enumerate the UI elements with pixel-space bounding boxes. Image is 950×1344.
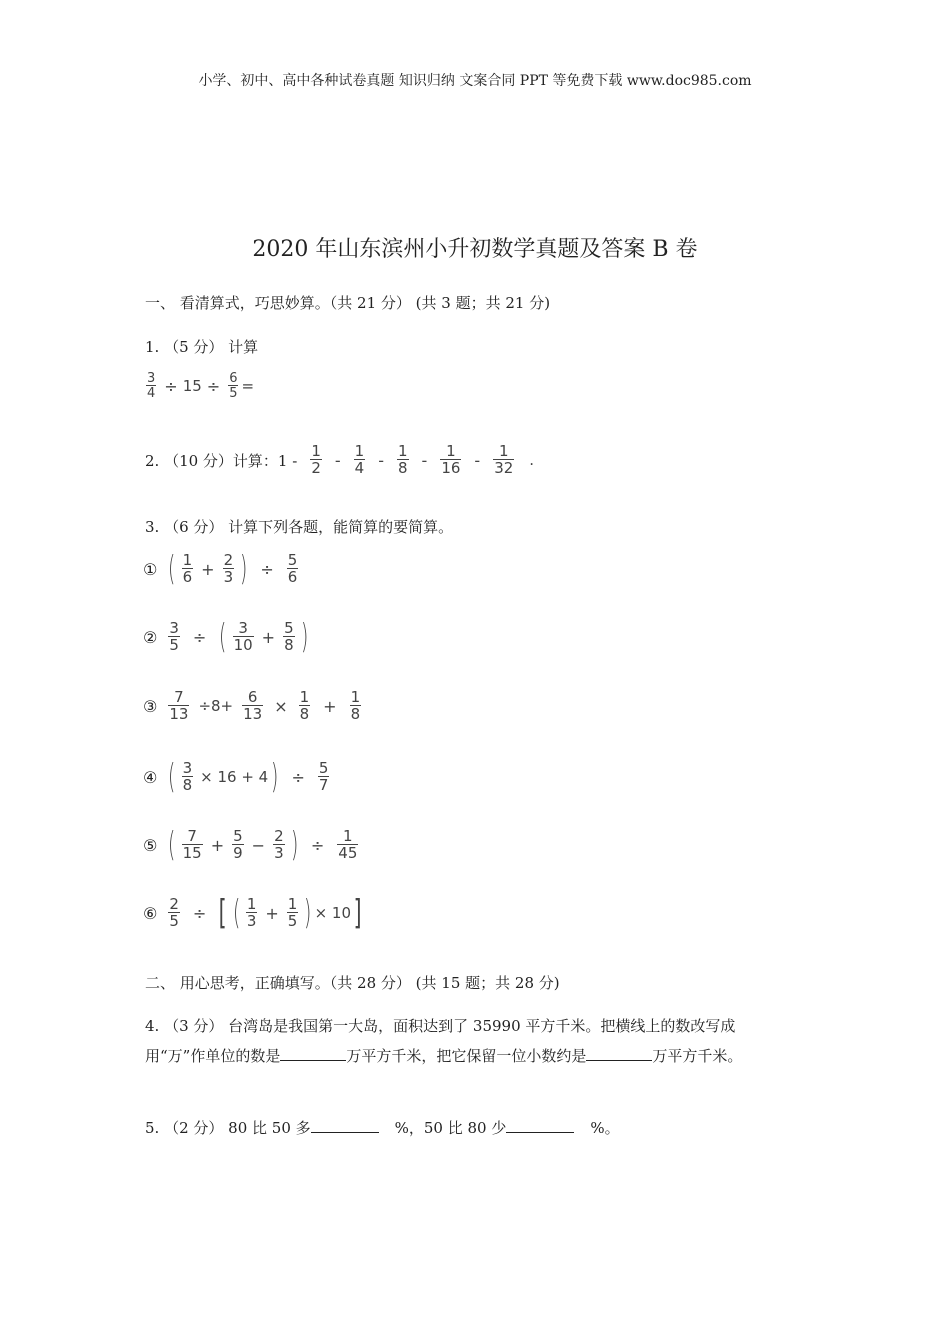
fraction: $\frac{5}{8}$ (284, 619, 294, 654)
question-4-line-2: 用“万”作单位的数是 万平方千米，把它保留一位小数约是 万平方千米。 (145, 1047, 743, 1065)
fraction: $\frac{1}{5}$ (287, 895, 298, 930)
fraction: $\frac{1}{8}$ (299, 688, 310, 723)
question-2: 2. （10 分）计算：1 - $\frac{1}{2}$ - $\frac{1}{4}$ - $\frac{1}{8}$ - $\frac{1}{16}$ - $\frac{1}{32}$ . (145, 442, 535, 477)
fraction: $\frac{1}{3}$ (246, 895, 257, 930)
fraction: $\frac{5}{7}$ (318, 759, 329, 794)
q3-item-4: ④ ( $\frac{3}{8}$ × 16 + 4 ) ÷ $\frac{5}{7}$ (143, 757, 329, 797)
question-1-expression: $\frac{3}{4}$ ÷ 15 ÷ $\frac{6}{5}$ = (147, 371, 255, 401)
fraction: $\frac{1}{16}$ (441, 442, 461, 477)
q3-item-6: ⑥ $\frac{2}{5}$ ÷ [ ( $\frac{1}{3}$ + $\frac{1}{5}$ ) × 10 ] (143, 893, 362, 933)
answer-blank[interactable] (506, 1118, 574, 1133)
question-1-label: 1. （5 分） 计算 (145, 338, 259, 356)
fraction: $\frac{5}{9}$ (233, 827, 243, 862)
fraction: $\frac{1}{8}$ (397, 442, 408, 477)
fraction: $\frac{2}{3}$ (223, 551, 234, 586)
fraction: $\frac{6}{13}$ (243, 688, 263, 723)
fraction: $\frac{1}{8}$ (350, 688, 361, 723)
fraction: $\frac{1}{2}$ (311, 442, 321, 477)
answer-blank[interactable] (586, 1046, 652, 1061)
question-4-line-1: 4. （3 分） 台湾岛是我国第一大岛，面积达到了 35990 平方千米。把横线上的数改写成 (145, 1017, 736, 1035)
section-1-heading: 一、 看清算式，巧思妙算。（共 21 分） (共 3 题；共 21 分) (145, 294, 551, 312)
answer-blank[interactable] (311, 1118, 379, 1133)
fraction: $\frac{2}{5}$ (169, 895, 179, 930)
page-title: 2020 年山东滨州小升初数学真题及答案 B 卷 (252, 237, 698, 262)
page-header: 小学、初中、高中各种试卷真题 知识归纳 文案合同 PPT 等免费下载 www.doc985.com (198, 73, 752, 89)
fraction: $\frac{3}{4}$ (147, 371, 156, 401)
question-3-label: 3. （6 分） 计算下列各题，能简算的要简算。 (145, 518, 454, 536)
question-2-label: 2. （10 分）计算：1 - (145, 451, 298, 470)
fraction: $\frac{3}{10}$ (233, 619, 253, 654)
fraction: $\frac{3}{8}$ (182, 759, 193, 794)
q3-item-1: ① ( $\frac{1}{6}$ + $\frac{2}{3}$ ) ÷ $\frac{5}{6}$ (143, 549, 298, 589)
q3-item-5: ⑤ ( $\frac{7}{15}$ + $\frac{5}{9}$ − $\frac{2}{3}$ ) ÷ $\frac{1}{45}$ (143, 825, 358, 865)
fraction: $\frac{2}{3}$ (274, 827, 284, 862)
fraction: $\frac{1}{45}$ (338, 827, 358, 862)
fraction: $\frac{1}{6}$ (182, 551, 193, 586)
answer-blank[interactable] (280, 1046, 346, 1061)
fraction: $\frac{7}{15}$ (182, 827, 202, 862)
q3-item-2: ② $\frac{3}{5}$ ÷ ( $\frac{3}{10}$ + $\frac{5}{8}$ ) (143, 617, 308, 657)
fraction: $\frac{6}{5}$ (229, 371, 238, 401)
fraction: $\frac{5}{6}$ (287, 551, 298, 586)
section-2-heading: 二、 用心思考，正确填写。（共 28 分） (共 15 题；共 28 分) (145, 974, 560, 992)
q3-item-3: ③ $\frac{7}{13}$ ÷8+ $\frac{6}{13}$ × $\frac{1}{8}$ + $\frac{1}{8}$ (143, 688, 361, 723)
fraction: $\frac{1}{32}$ (494, 442, 514, 477)
fraction: $\frac{7}{13}$ (169, 688, 189, 723)
fraction: $\frac{3}{5}$ (169, 619, 179, 654)
fraction: $\frac{1}{4}$ (354, 442, 365, 477)
question-5: 5. （2 分） 80 比 50 多 %，50 比 80 少 %。 (145, 1119, 620, 1137)
